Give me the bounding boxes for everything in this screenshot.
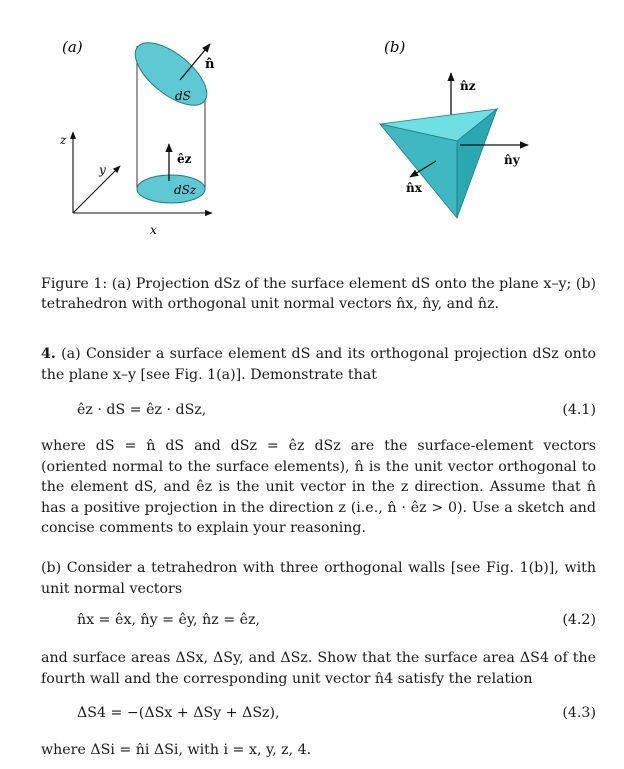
figure-caption: Figure 1: (a) Projection dSz of the surface element dS onto the plane x–y; (b) tetrahedron with orthogonal unit normal vectors n̂x, n̂y, and n̂z. bbox=[41, 276, 596, 312]
axis-y-label: y bbox=[99, 163, 106, 177]
equation-4-3-body: ΔS4 = −(ΔSx + ΔSy + ΔSz), bbox=[77, 705, 280, 721]
figure-1 bbox=[0, 0, 624, 262]
equation-4-3 bbox=[41, 705, 596, 727]
normal-vector-label: n̂ bbox=[205, 57, 215, 72]
part-a-intro bbox=[41, 344, 596, 385]
panel-b-label: (b) bbox=[384, 38, 406, 56]
axis-z-label: z bbox=[60, 133, 67, 147]
surface-element-ellipse bbox=[125, 31, 217, 116]
equation-4-3-number: (4.3) bbox=[562, 705, 596, 721]
dSz-label: dSz bbox=[174, 183, 197, 197]
equation-4-2 bbox=[41, 612, 596, 634]
nx-label: n̂x bbox=[406, 181, 422, 195]
panel-a-label: (a) bbox=[62, 38, 83, 56]
equation-4-1 bbox=[41, 402, 596, 424]
axis-x-label: x bbox=[150, 223, 157, 237]
panel-a bbox=[59, 31, 217, 237]
ez-label: êz bbox=[177, 152, 192, 166]
part-a-intro-text: (a) Consider a surface element dS and its orthogonal projection dSz onto the plane x–y [see Fig. 1(a)]. Demonstrate that bbox=[41, 346, 597, 383]
equation-4-1-body: êz · dS = êz · dSz, bbox=[77, 402, 207, 418]
axis-y-line bbox=[73, 166, 120, 213]
dS-label: dS bbox=[175, 89, 191, 103]
final-line: where ΔSi = n̂i ΔSi, with i = x, y, z, 4. bbox=[41, 742, 312, 758]
panel-b bbox=[380, 38, 528, 218]
part-a-text: where dS = n̂ dS and dSz = êz dSz are the surface-element vectors (oriented normal to the surface elements), n̂ is the unit vector orthogonal to the element dS, and êz is the unit vector in the z direction. Assume that n̂ has a positive projection in the direction z (i.e., n̂ · êz > 0). Use a sketch and concise comments to explain your reasoning. bbox=[41, 438, 596, 537]
ny-label: n̂y bbox=[504, 153, 520, 167]
problem-number: 4. bbox=[41, 346, 56, 362]
equation-4-1-number: (4.1) bbox=[562, 402, 596, 418]
part-b-text: and surface areas ΔSx, ΔSy, and ΔSz. Show that the surface area ΔS4 of the fourth wall and the corresponding unit vector n̂4 satisfy the relation bbox=[41, 650, 596, 687]
part-b-intro: (b) Consider a tetrahedron with three orthogonal walls [see Fig. 1(b)], with unit normal vectors bbox=[41, 560, 596, 597]
tetra-face-front bbox=[380, 124, 457, 218]
equation-4-2-number: (4.2) bbox=[562, 612, 596, 628]
equation-4-2-body: n̂x = êx, n̂y = êy, n̂z = êz, bbox=[77, 612, 260, 628]
nz-label: n̂z bbox=[460, 79, 476, 93]
